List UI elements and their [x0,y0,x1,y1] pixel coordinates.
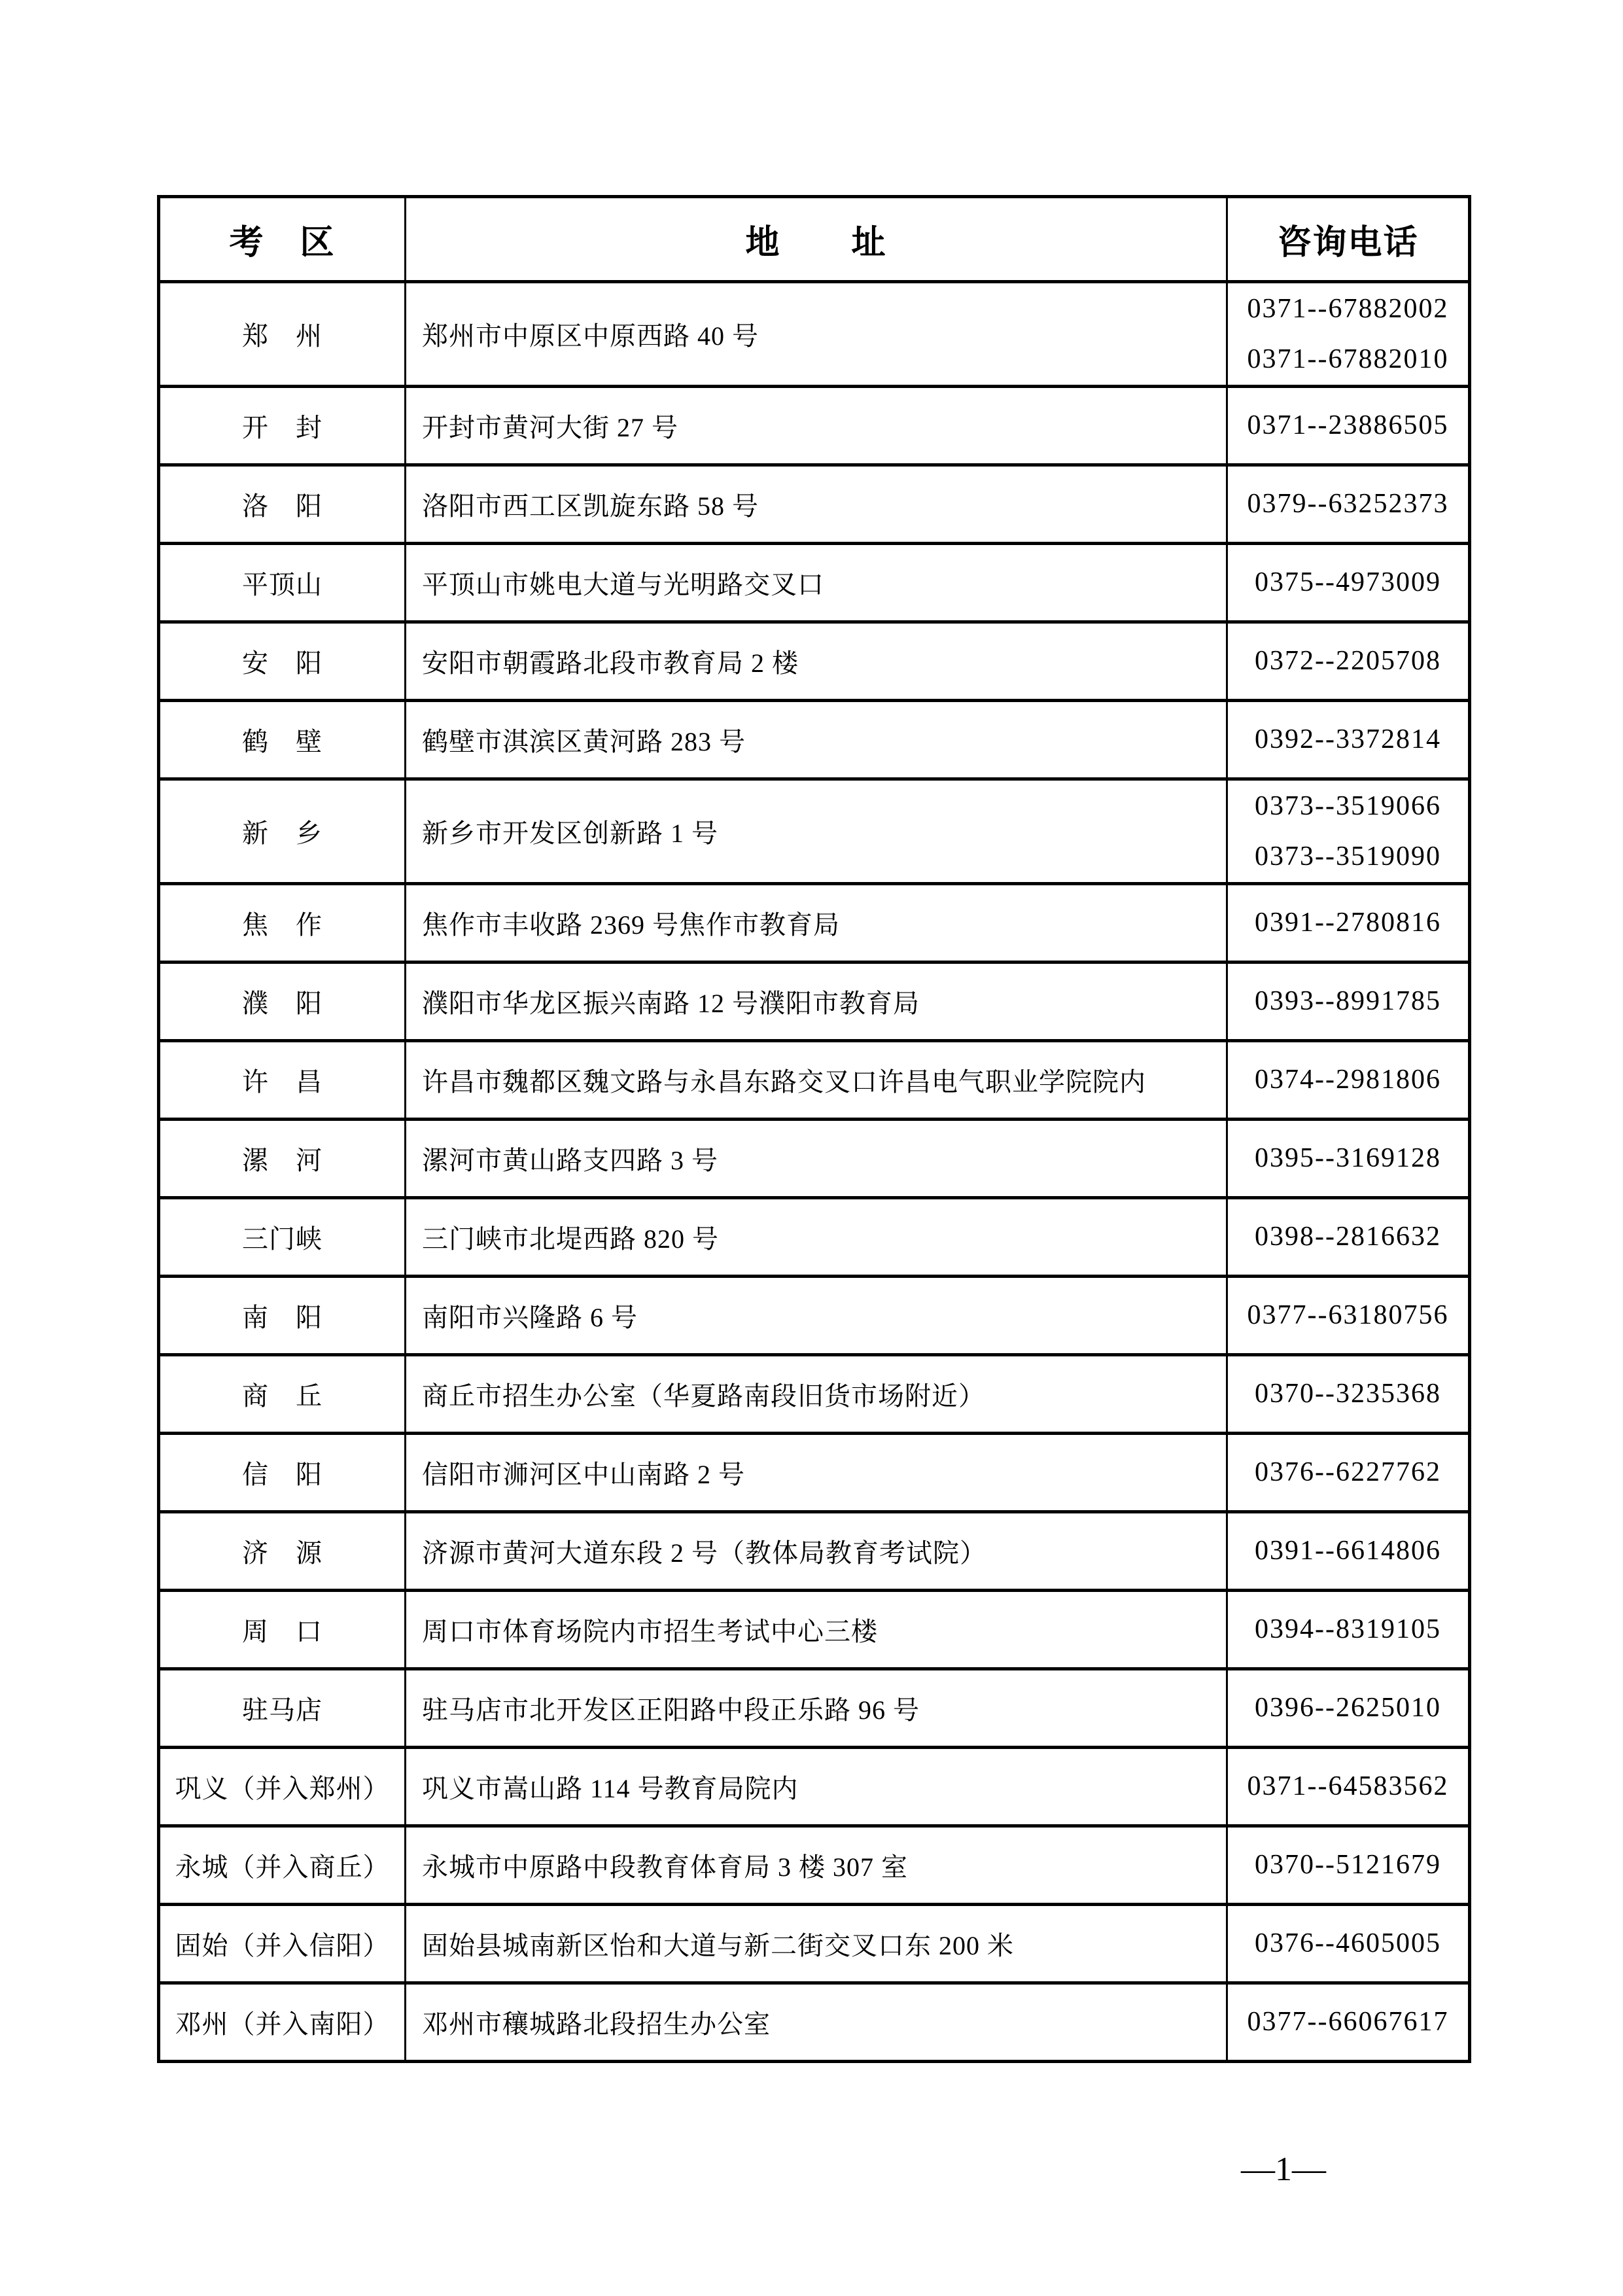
district-cell: 信 阳 [159,1434,406,1512]
address-cell: 驻马店市北开发区正阳路中段正乐路 96 号 [406,1669,1227,1748]
address-cell: 鹤壁市淇滨区黄河路 283 号 [406,701,1227,779]
address-cell: 安阳市朝霞路北段市教育局 2 楼 [406,622,1227,701]
table-row [159,1905,1470,1983]
phone-number: 0371--67882010 [1247,344,1449,374]
district-cell: 洛 阳 [159,465,406,544]
phone-number: 0377--63180756 [1247,1300,1449,1331]
address-cell: 巩义市嵩山路 114 号教育局院内 [406,1748,1227,1826]
phone-number: 0393--8991785 [1255,986,1441,1017]
phone-number: 0376--4605005 [1255,1928,1441,1959]
address-cell: 济源市黄河大道东段 2 号（教体局教育考试院） [406,1512,1227,1591]
address-cell: 信阳市浉河区中山南路 2 号 [406,1434,1227,1512]
table-row [159,963,1470,1041]
address-cell: 固始县城南新区怡和大道与新二街交叉口东 200 米 [406,1905,1227,1983]
phone-number: 0396--2625010 [1255,1693,1441,1723]
district-cell: 开 封 [159,387,406,465]
column-header-district: 考 区 [159,197,406,282]
page-number: —1— [1241,2151,1326,2188]
phone-number: 0391--6614806 [1255,1536,1441,1566]
phone-number: 0391--2780816 [1255,908,1441,938]
phone-cell [1227,1983,1470,2062]
table-row [159,1748,1470,1826]
phone-number: 0376--6227762 [1255,1457,1441,1488]
phone-number: 0379--63252373 [1247,489,1449,520]
phone-number: 0377--66067617 [1247,2007,1449,2038]
table-row [159,622,1470,701]
table-row [159,1983,1470,2062]
table-row [159,779,1470,884]
district-cell: 平顶山 [159,544,406,622]
phone-cell [1227,884,1470,963]
phone-cell [1227,963,1470,1041]
address-cell: 平顶山市姚电大道与光明路交叉口 [406,544,1227,622]
phone-number: 0392--3372814 [1255,724,1441,755]
address-cell: 永城市中原路中段教育体育局 3 楼 307 室 [406,1826,1227,1905]
phone-number: 0370--5121679 [1255,1850,1441,1881]
address-cell: 开封市黄河大街 27 号 [406,387,1227,465]
address-cell: 三门峡市北堤西路 820 号 [406,1198,1227,1277]
phone-number: 0398--2816632 [1255,1222,1441,1252]
exam-district-contact-table [157,195,1471,2063]
district-cell: 濮 阳 [159,963,406,1041]
phone-number: 0373--3519066 [1255,791,1441,822]
district-cell: 驻马店 [159,1669,406,1748]
address-cell: 许昌市魏都区魏文路与永昌东路交叉口许昌电气职业学院院内 [406,1041,1227,1120]
phone-cell [1227,1748,1470,1826]
phone-cell [1227,282,1470,387]
phone-number: 0371--67882002 [1247,294,1449,325]
phone-number: 0375--4973009 [1255,567,1441,598]
address-cell: 郑州市中原区中原西路 40 号 [406,282,1227,387]
column-header-address: 地 址 [406,197,1227,282]
phone-cell [1227,1355,1470,1434]
table-row [159,387,1470,465]
table-header-row [159,197,1470,282]
phone-cell [1227,622,1470,701]
phone-number: 0373--3519090 [1255,841,1441,872]
table-row [159,544,1470,622]
district-cell: 新 乡 [159,779,406,884]
district-cell: 郑 州 [159,282,406,387]
table-row [159,1434,1470,1512]
address-cell: 濮阳市华龙区振兴南路 12 号濮阳市教育局 [406,963,1227,1041]
table-row [159,1120,1470,1198]
table-row [159,1512,1470,1591]
phone-number: 0371--23886505 [1247,410,1449,441]
phone-number: 0394--8319105 [1255,1614,1441,1645]
phone-number: 0371--64583562 [1247,1771,1449,1802]
address-cell: 邓州市穰城路北段招生办公室 [406,1983,1227,2062]
district-cell: 安 阳 [159,622,406,701]
phone-cell [1227,544,1470,622]
address-cell: 新乡市开发区创新路 1 号 [406,779,1227,884]
table-row [159,1041,1470,1120]
address-cell: 洛阳市西工区凯旋东路 58 号 [406,465,1227,544]
district-cell: 漯 河 [159,1120,406,1198]
district-cell: 固始（并入信阳） [159,1905,406,1983]
table-row [159,282,1470,387]
phone-number: 0395--3169128 [1255,1143,1441,1174]
phone-number: 0372--2205708 [1255,646,1441,677]
table-row [159,1198,1470,1277]
column-header-phone: 咨询电话 [1227,197,1470,282]
phone-cell [1227,701,1470,779]
phone-cell [1227,779,1470,884]
phone-cell [1227,465,1470,544]
phone-cell [1227,1041,1470,1120]
address-cell: 周口市体育场院内市招生考试中心三楼 [406,1591,1227,1669]
phone-cell [1227,1905,1470,1983]
table-row [159,884,1470,963]
address-cell: 焦作市丰收路 2369 号焦作市教育局 [406,884,1227,963]
address-cell: 商丘市招生办公室（华夏路南段旧货市场附近） [406,1355,1227,1434]
district-cell: 巩义（并入郑州） [159,1748,406,1826]
district-cell: 商 丘 [159,1355,406,1434]
table-row [159,1826,1470,1905]
phone-number: 0374--2981806 [1255,1065,1441,1095]
district-cell: 三门峡 [159,1198,406,1277]
district-cell: 济 源 [159,1512,406,1591]
district-cell: 邓州（并入南阳） [159,1983,406,2062]
phone-cell [1227,387,1470,465]
table-row [159,701,1470,779]
district-cell: 许 昌 [159,1041,406,1120]
address-cell: 漯河市黄山路支四路 3 号 [406,1120,1227,1198]
district-cell: 焦 作 [159,884,406,963]
district-cell: 鹤 壁 [159,701,406,779]
district-cell: 南 阳 [159,1277,406,1355]
table-row [159,465,1470,544]
phone-cell [1227,1198,1470,1277]
phone-cell [1227,1826,1470,1905]
district-cell: 周 口 [159,1591,406,1669]
table-row [159,1277,1470,1355]
phone-cell [1227,1120,1470,1198]
phone-cell [1227,1434,1470,1512]
table-row [159,1669,1470,1748]
table-row [159,1355,1470,1434]
address-cell: 南阳市兴隆路 6 号 [406,1277,1227,1355]
phone-cell [1227,1277,1470,1355]
phone-number: 0370--3235368 [1255,1379,1441,1409]
district-cell: 永城（并入商丘） [159,1826,406,1905]
phone-cell [1227,1591,1470,1669]
table-row [159,1591,1470,1669]
phone-cell [1227,1669,1470,1748]
phone-cell [1227,1512,1470,1591]
